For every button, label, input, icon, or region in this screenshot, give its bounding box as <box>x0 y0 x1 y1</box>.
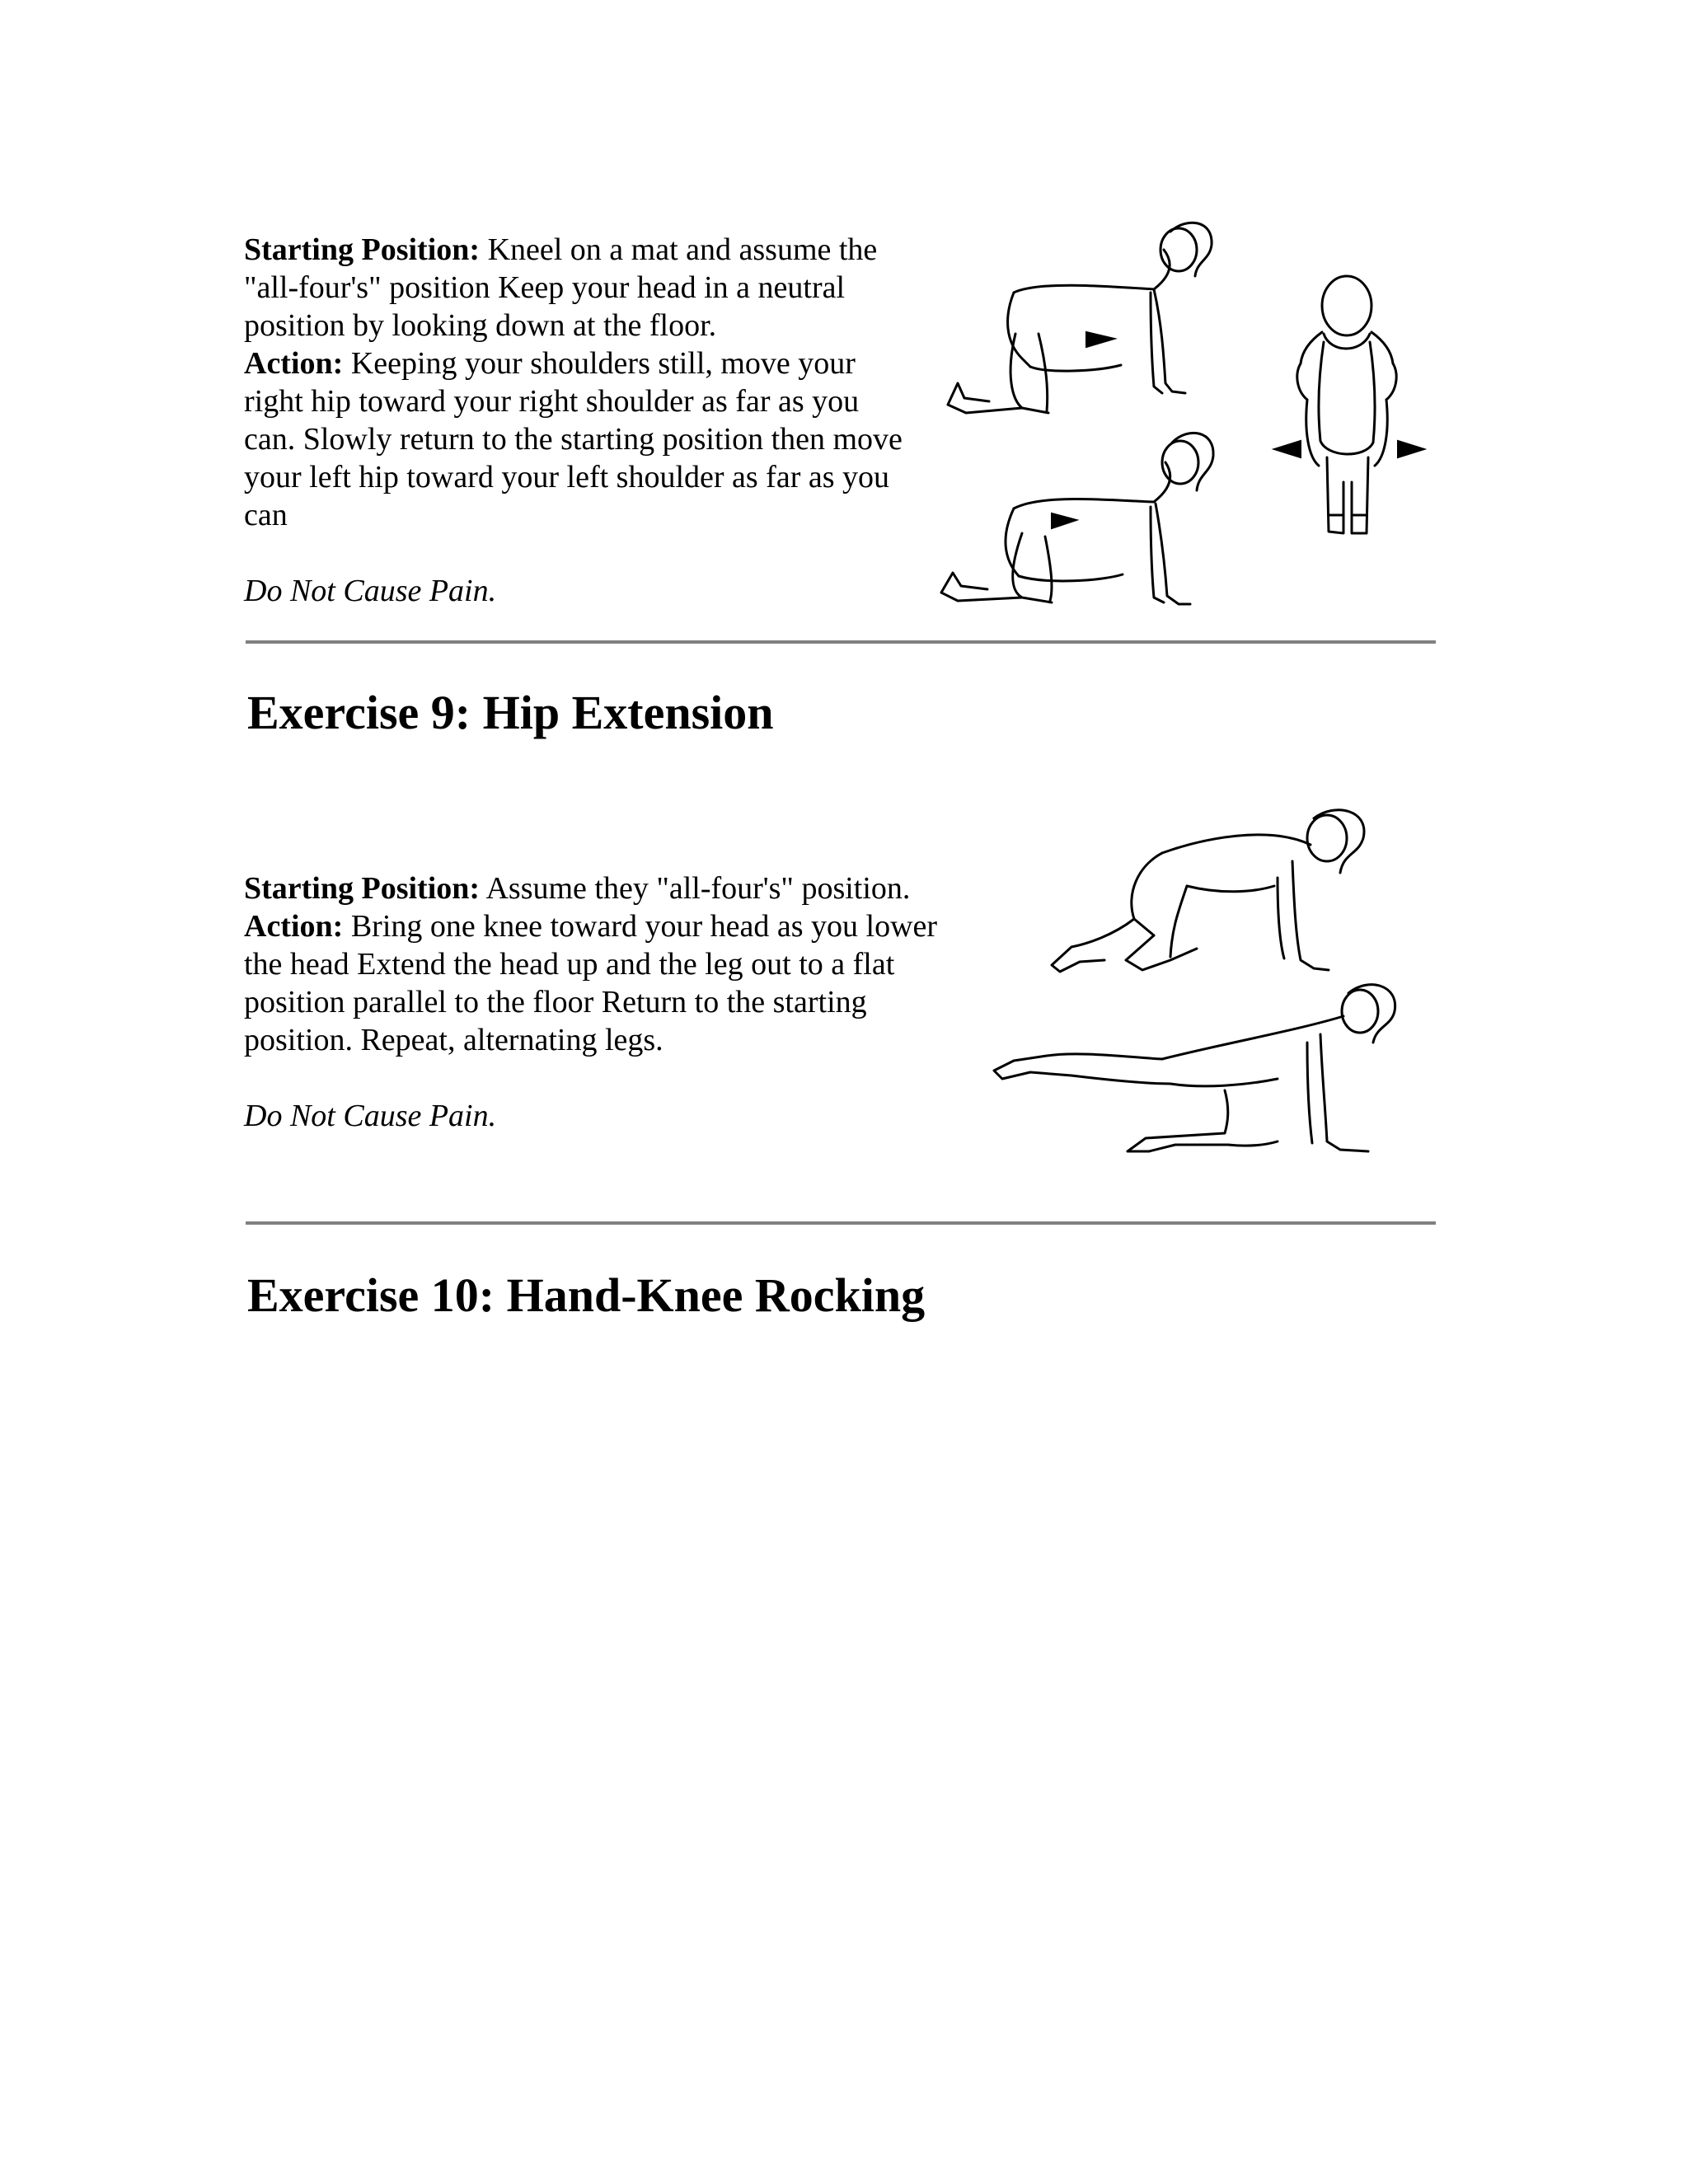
knee-to-head-figure-icon <box>1052 810 1364 972</box>
starting-position-label: Starting Position: <box>244 232 481 267</box>
action-label: Action: <box>244 909 344 944</box>
action-text: Bring one knee toward your head as you lower the head Extend the head up and the leg out to a flat position parallel to the floor Return to the starting position. Repeat, alternating legs. <box>244 909 938 1057</box>
section-divider <box>246 640 1436 644</box>
arrow-right-icon <box>1052 513 1076 528</box>
hip-extension-illustration-icon <box>981 795 1442 1195</box>
exercise-10-title: Exercise 10: Hand-Knee Rocking <box>247 1268 926 1322</box>
exercise-8-instructions <box>244 231 903 610</box>
arrow-right-icon <box>1398 441 1424 457</box>
exercise-8-starting-paragraph <box>244 231 903 534</box>
pain-warning: Do Not Cause Pain. <box>244 574 497 608</box>
kneeling-figure-bottom-icon <box>941 433 1213 604</box>
starting-position-text: Kneel on a mat and assume the "all-four's" position Keep your head in a neutral position by looking down at the floor. <box>244 232 878 343</box>
action-label: Action: <box>244 346 344 381</box>
pain-warning: Do Not Cause Pain. <box>244 1099 497 1133</box>
rear-view-figure-icon <box>1297 276 1396 533</box>
exercise-9-instructions <box>244 869 969 1135</box>
arrow-right-icon <box>1086 332 1114 347</box>
starting-position-text: Assume they "all-four's" position. <box>485 871 911 906</box>
starting-position-label: Starting Position: <box>244 871 481 906</box>
kneeling-figure-top-icon <box>948 223 1212 413</box>
exercise-9-title: Exercise 9: Hip Extension <box>247 686 774 739</box>
exercise-9-starting-paragraph <box>244 869 969 1059</box>
action-text: Keeping your shoulders still, move your right hip toward your right shoulder as far as you can. Slowly return to the starting position then move your left hip toward your left shoulder as far as you can <box>244 346 903 532</box>
leg-extension-figure-icon <box>994 985 1395 1151</box>
hip-hike-illustration-icon <box>907 210 1451 614</box>
section-divider <box>246 1221 1436 1225</box>
arrow-left-icon <box>1274 441 1301 457</box>
